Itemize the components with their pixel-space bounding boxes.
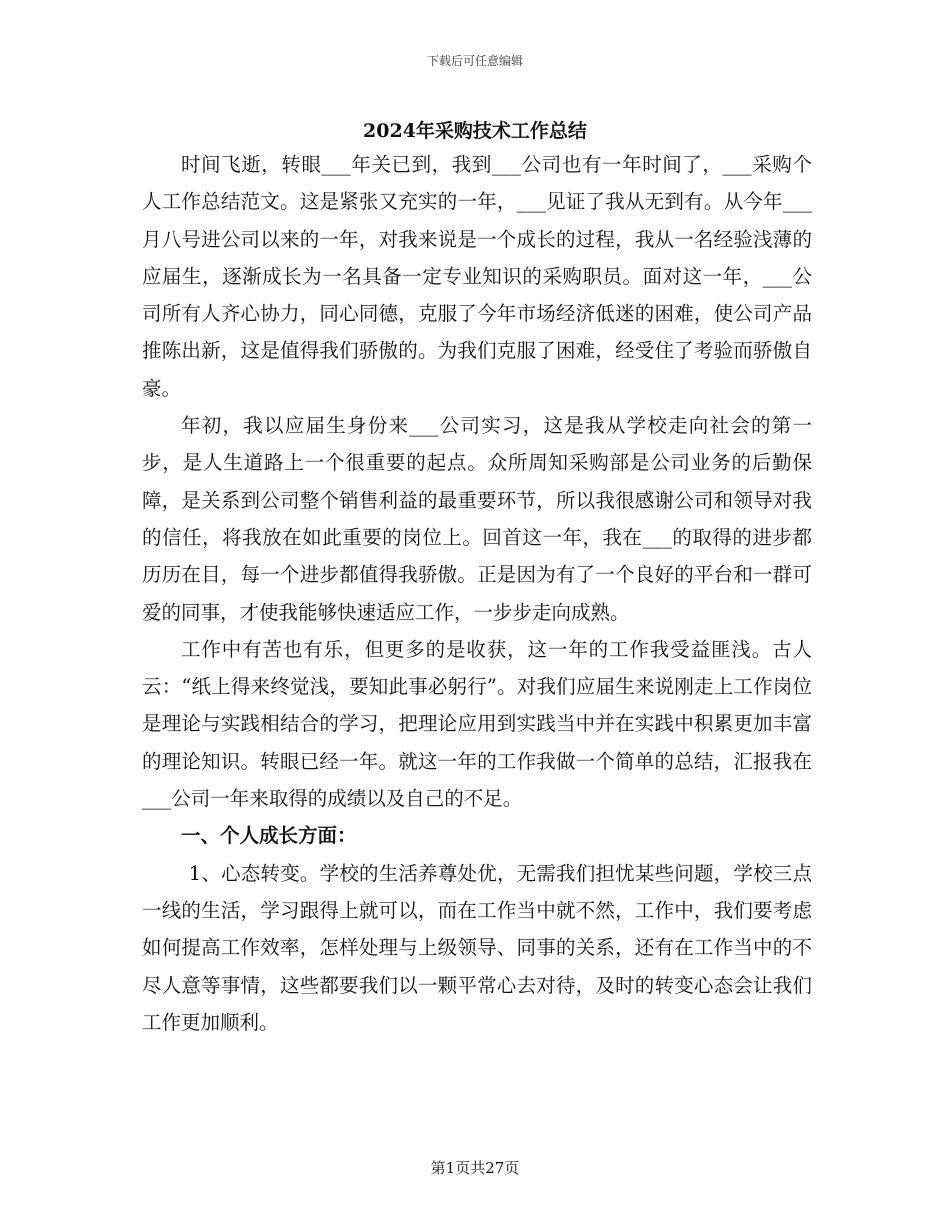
document-body: [142, 146, 812, 1041]
document-title: 2024年采购技术工作总结: [363, 120, 587, 142]
section-heading: 一、个人成长方面：: [181, 824, 357, 848]
paragraph-1: 时间飞逝，转眼___年关已到，我到___公司也有一年时间了，___采购个人工作总结范文。这是紧张又充实的一年，___见证了我从无到有。从今年___月八号进公司以来的一年，对我来说是一个成长的过程，我从一名经验浅薄的应届生，逐渐成长为一名具备一定专业知识的采购职员。面对这一年，___公司所有人齐心协力，同心同德，克服了今年市场经济低迷的困难，使公司产品推陈出新，这是值得我们骄傲的。为我们克服了困难，经受住了考验而骄傲自豪。: [142, 153, 812, 400]
page-header-note: 下载后可任意编辑: [426, 54, 523, 68]
paragraph-2: 年初，我以应届生身份来___公司实习，这是我从学校走向社会的第一步，是人生道路上一个很重要的起点。众所周知采购部是公司业务的后勤保障，是关系到公司整个销售利益的最重要环节，所以我很感谢公司和领导对我的信任，将我放在如此重要的岗位上。回首这一年，我在___的取得的进步都历历在目，每一个进步都值得我骄傲。正是因为有了一个良好的平台和一群可爱的同事，才使我能够快速适应工作，一步步走向成熟。: [142, 414, 812, 624]
list-item-1: 1、心态转变。学校的生活养尊处优，无需我们担忧某些问题，学校三点一线的生活，学习跟得上就可以，而在工作当中就不然，工作中，我们要考虑如何提高工作效率，怎样处理与上级领导、同事的关系，还有在工作当中的不尽人意等事情，这些都要我们以一颗平常心去对待，及时的转变心态会让我们工作更加顺利。: [142, 861, 812, 1034]
paragraph-3: 工作中有苦也有乐，但更多的是收获，这一年的工作我受益匪浅。古人云：“纸上得来终觉浅，要知此事必躬行”。对我们应届生来说刚走上工作岗位是理论与实践相结合的学习，把理论应用到实践当中并在实践中积累更加丰富的理论知识。转眼已经一年。就这一年的工作我做一个简单的总结，汇报我在___公司一年来取得的成绩以及自己的不足。: [142, 637, 812, 811]
page-number: 第1页共27页: [430, 1159, 520, 1177]
